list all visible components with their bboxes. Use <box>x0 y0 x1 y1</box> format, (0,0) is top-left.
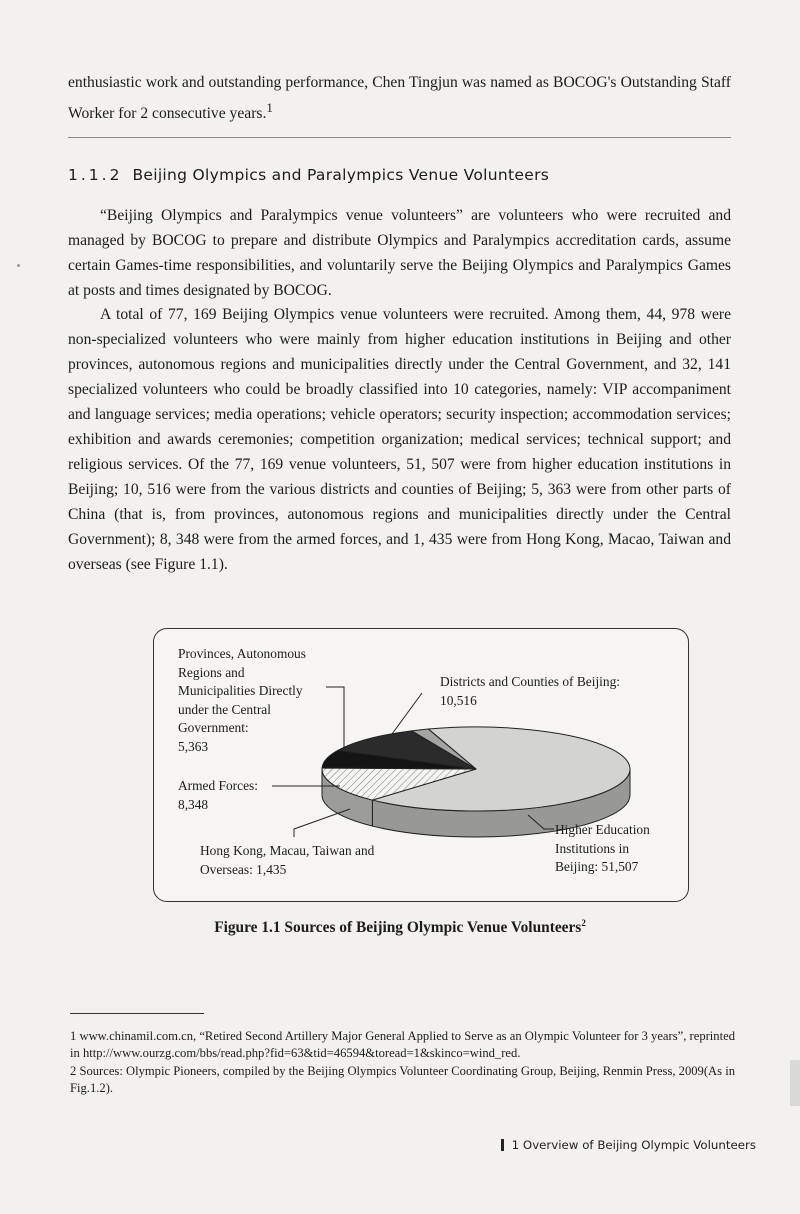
page-edge-tab <box>790 1060 800 1106</box>
continued-paragraph-text: enthusiastic work and outstanding performance, Chen Tingjun was named as BOCOG's Outstanding Staff Worker for 2 consecutive years. <box>68 74 731 123</box>
label-provinces: Provinces, Autonomous Regions and Municipalities Directly under the Central Government: 5,363 <box>178 646 306 754</box>
body-paragraph: “Beijing Olympics and Paralympics venue volunteers” are volunteers who were recruited and managed by BOCOG to prepare and distribute Olympics and Paralympics accreditation cards, assume certain Games-time responsibilities, and voluntarily serve the Beijing Olympics and Paralympics Games at posts and times designated by BOCOG. <box>68 207 731 299</box>
body-paragraph: A total of 77, 169 Beijing Olympics venue volunteers were recruited. Among them, 44, 978 were non-specialized volunteers who were mainly from higher education institutions in Beijing and other provinces, autonomous regions and municipalities directly under the Central Government, and 32, 141 specialized volunteers who could be broadly classified into 10 categories, namely: VIP accompaniment and language services; media operations; vehicle operators; security inspection; accommodation services; exhibition and awards ceremonies; competition organization; medical services; technical support; and religious services. Of the 77, 169 venue volunteers, 51, 507 were from higher education institutions in Beijing; 10, 516 were from the various districts and counties of Beijing; 5, 363 were from other parts of China (that is, from provinces, autonomous regions and municipalities directly under the Central Government); 8, 348 were from the armed forces, and 1, 435 were from Hong Kong, Macao, Taiwan and overseas (see Figure 1.1). <box>68 306 731 573</box>
scan-speck <box>17 264 20 267</box>
label-armed-forces: Armed Forces: 8,348 <box>178 778 258 812</box>
footnote-marker: 1 <box>266 100 273 115</box>
figure-caption-text: Figure 1.1 Sources of Beijing Olympic Venue Volunteers <box>214 919 582 937</box>
section-number: 1.1.2 <box>68 166 123 184</box>
section-title: Beijing Olympics and Paralympics Venue Volunteers <box>132 166 550 184</box>
label-districts: Districts and Counties of Beijing: 10,516 <box>440 674 621 708</box>
label-higher-education: Higher Education Institutions in Beijing: 51,507 <box>555 822 650 874</box>
section-divider <box>68 137 731 138</box>
label-hong-kong-overseas: Hong Kong, Macau, Taiwan and Overseas: 1,435 <box>200 843 375 877</box>
running-footer-text: 1 Overview of Beijing Olympic Volunteers <box>511 1138 756 1152</box>
footnote-1: 1 www.chinamil.com.cn, “Retired Second Artillery Major General Applied to Serve as an Olympic Volunteer for 3 years”, reprinted in http://www.ourzg.com/bbs/read.php?fid=63&tid=46594&toread=1&skinco=wind_red. <box>70 1029 735 1060</box>
pie-chart-figure <box>153 628 689 902</box>
footnote-marker: 2 <box>581 918 586 928</box>
leader-line-districts <box>392 693 422 734</box>
running-footer <box>501 1138 756 1152</box>
section-heading <box>68 166 549 184</box>
continued-paragraph <box>68 70 731 126</box>
footnote-rule <box>70 1013 204 1014</box>
footnote-2: 2 Sources: Olympic Pioneers, compiled by the Beijing Olympics Volunteer Coordinating Group, Beijing, Renmin Press, 2009(As in Fig.1.2). <box>70 1064 735 1095</box>
footer-bar-icon <box>501 1139 504 1151</box>
figure-caption <box>0 918 800 937</box>
